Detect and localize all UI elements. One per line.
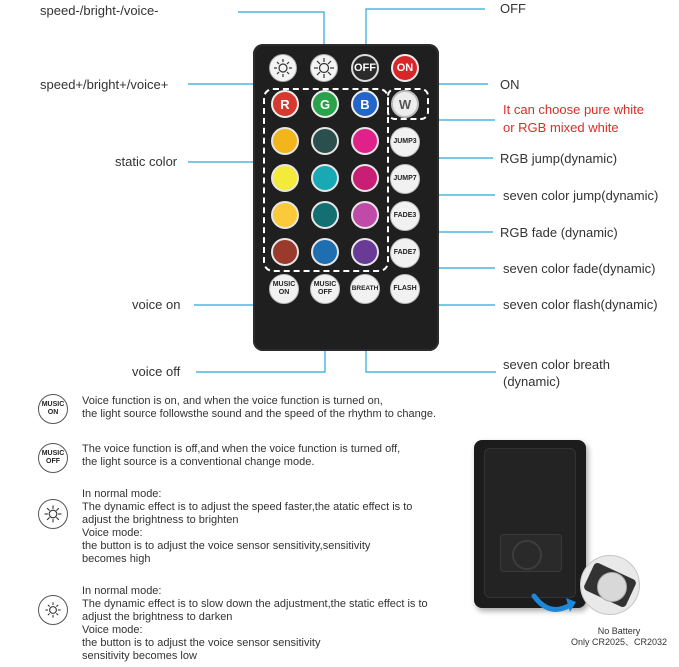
music-off-desc-icon-line1: MUSIC (41, 450, 65, 457)
color-button-r3-c2[interactable] (311, 201, 339, 229)
callout-voice-off: voice off (132, 364, 181, 379)
bright-plus-desc-line6: becomes high (82, 553, 151, 565)
bright-minus-desc-line1: In normal mode: (82, 585, 162, 597)
color-button-r4-c2[interactable] (311, 238, 339, 266)
sun-plus-icon (311, 55, 337, 81)
remote-back (474, 440, 586, 608)
music-off-label-2: OFF (318, 289, 332, 296)
bright-minus-description (82, 585, 428, 663)
off-button[interactable]: OFF (351, 54, 379, 82)
brightness-plus-button[interactable] (310, 54, 338, 82)
callout-seven-breath-line1: seven color breath (503, 357, 610, 372)
callout-seven-flash: seven color flash(dynamic) (503, 297, 658, 312)
blue-button[interactable]: B (351, 90, 379, 118)
callout-rgb-fade: RGB fade (dynamic) (500, 225, 618, 240)
callout-speed-minus: speed-/bright-/voice- (40, 3, 159, 18)
bright-minus-desc-line2: The dynamic effect is to slow down the adjustment,the static effect is to (82, 598, 428, 610)
music-on-desc-icon (38, 394, 68, 424)
music-off-desc-icon (38, 443, 68, 473)
callout-static-color: static color (115, 154, 178, 169)
battery-coin (580, 555, 640, 615)
fade7-button[interactable]: FADE7 (390, 238, 420, 268)
bright-plus-desc-line2: The dynamic effect is to adjust the speed faster,the atatic effect is to (82, 501, 413, 513)
music-on-label-1: MUSIC (272, 281, 296, 288)
music-on-desc-line1: Voice function is on, and when the voice function is turned on, (82, 395, 383, 407)
color-button-r3-c1[interactable] (271, 201, 299, 229)
sun-plus-desc-icon (38, 499, 68, 529)
color-button-r4-c3[interactable] (351, 238, 379, 266)
callout-on: ON (500, 77, 520, 92)
jump3-button[interactable]: JUMP3 (390, 127, 420, 157)
color-button-r3-c3[interactable] (351, 201, 379, 229)
sun-minus-icon (270, 55, 296, 81)
jump7-button[interactable]: JUMP7 (390, 164, 420, 194)
flash-button[interactable]: FLASH (390, 274, 420, 304)
breath-button[interactable]: BREATH (350, 274, 380, 304)
brightness-minus-button[interactable] (269, 54, 297, 82)
callout-seven-jump: seven color jump(dynamic) (503, 188, 659, 203)
bright-plus-desc-line5: the button is to adjust the voice sensor sensitivity,sensitivity (82, 540, 371, 552)
bright-plus-desc-line4: Voice mode: (82, 527, 143, 539)
battery-note (560, 626, 678, 648)
music-off-button[interactable] (310, 274, 340, 304)
callout-voice-on: voice on (132, 297, 181, 312)
bright-plus-desc-line3: adjust the brightness to brighten (82, 514, 239, 526)
music-off-desc-icon-line2: OFF (46, 458, 60, 465)
fade3-button[interactable]: FADE3 (390, 201, 420, 231)
color-button-r1-c1[interactable] (271, 127, 299, 155)
battery-note-line2: Only CR2025、CR2032 (570, 637, 668, 647)
music-on-label-2: ON (278, 289, 290, 296)
back-panel (484, 448, 576, 598)
color-button-r4-c1[interactable] (271, 238, 299, 266)
color-button-r2-c1[interactable] (271, 164, 299, 192)
red-button[interactable]: R (271, 90, 299, 118)
music-off-label-1: MUSIC (313, 281, 337, 288)
remote-control (253, 44, 439, 351)
color-button-r1-c3[interactable] (351, 127, 379, 155)
bright-plus-desc-line1: In normal mode: (82, 488, 162, 500)
bright-plus-description (82, 488, 412, 566)
music-on-desc-line2: the light source followsthe sound and the speed of the rhythm to change. (82, 408, 437, 420)
bright-minus-desc-line3: adjust the brightness to darken (82, 611, 233, 623)
bright-minus-desc-line6: sensitivity becomes low (82, 650, 197, 662)
bright-minus-desc-line4: Voice mode: (82, 624, 143, 636)
music-on-button[interactable] (269, 274, 299, 304)
callout-seven-breath-line2: (dynamic) (503, 374, 561, 389)
callout-seven-fade: seven color fade(dynamic) (503, 261, 656, 276)
callout-rgb-jump: RGB jump(dynamic) (500, 151, 618, 166)
on-button[interactable]: ON (391, 54, 419, 82)
white-button[interactable]: W (391, 90, 419, 118)
battery-note-line1: No Battery (597, 626, 641, 636)
battery-slot (512, 540, 542, 570)
sun-minus-desc-icon (38, 595, 68, 625)
color-button-r1-c2[interactable] (311, 127, 339, 155)
callout-speed-plus: speed+/bright+/voice+ (40, 77, 169, 92)
color-button-r2-c3[interactable] (351, 164, 379, 192)
music-on-desc-icon-line1: MUSIC (41, 401, 65, 408)
callout-off: OFF (500, 1, 526, 16)
green-button[interactable]: G (311, 90, 339, 118)
callout-white-note-line1: It can choose pure white (503, 102, 644, 117)
arrow-icon (530, 590, 580, 620)
music-on-description (82, 395, 436, 421)
music-off-desc-line1: The voice function is off,and when the voice function is turned off, (82, 443, 401, 455)
bright-minus-desc-line5: the button is to adjust the voice sensor sensitivity (82, 637, 321, 649)
music-on-desc-icon-line2: ON (47, 409, 59, 416)
battery-cell-icon (597, 572, 627, 602)
music-off-desc-line2: the light source is a conventional change mode. (82, 456, 315, 468)
callout-white-note-line2: or RGB mixed white (503, 120, 619, 135)
music-off-description (82, 443, 400, 469)
color-button-r2-c2[interactable] (311, 164, 339, 192)
